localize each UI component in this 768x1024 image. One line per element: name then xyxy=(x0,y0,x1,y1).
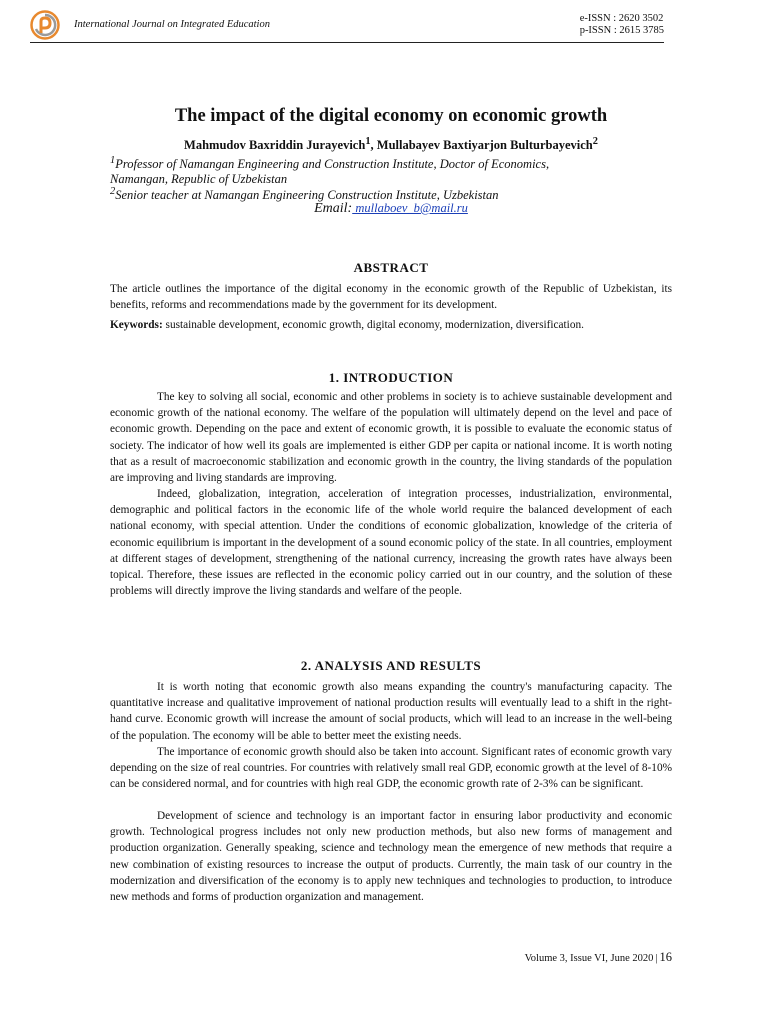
analysis-paragraph-2: The importance of economic growth should also be taken into account. Significant rates of economic growth vary depending on the size of real countries. For countries with relatively small real GDP, economic growth at the level of 8-10% can be considered normal, and for countries with high real GDP, the economic growth rate of 2-3% can be significant. xyxy=(110,746,672,791)
affiliation-1-line-1: Professor of Namangan Engineering and Construction Institute, Doctor of Economics, xyxy=(115,157,550,172)
author-2: Mullabayev Baxtiyarjon Bulturbayevich xyxy=(376,138,593,153)
abstract-text: The article outlines the importance of the digital economy in the economic growth of the Republic of Uzbekistan, its benefits, reforms and recommendations made by the government for its development. xyxy=(110,283,672,312)
header-rule xyxy=(30,42,664,43)
introduction-paragraph-1: The key to solving all social, economic and other problems in society is to achieve sustainable development and economic growth of the national economy. The welfare of the population will ultimately depend on the level and pace of economic growth. Depending on the pace and extent of economic growth, it is possible to evaluate the economic status of society. The indicator of how well its goals are implemented is either GDP per capita or national income. It is worth noting that as a result of macroeconomic stabilization and economic growth in the country, the living standards of the population are improving and living standards are improving. xyxy=(110,391,672,485)
keywords-text: sustainable development, economic growth, digital economy, modernization, diversification. xyxy=(162,319,584,331)
email-line xyxy=(0,201,768,217)
analysis-heading: 2. ANALYSIS AND RESULTS xyxy=(300,658,482,673)
abstract-heading: ABSTRACT xyxy=(353,260,429,275)
introduction-paragraph-2: Indeed, globalization, integration, acceleration of integration processes, industrialization, environmental, demographic and political factors in the economic life of the whole world require the balanced development of each national economy, with special attention. Under the conditions of economic globalization, knowledge of the criteria of economic equilibrium is important in the development of a sound economic policy of the state. In all countries, employment at different stages of development, strengthening of the national currency, increasing the growth rates have always been topical. Therefore, these issues are reflected in the economic policy carried out in our country, and the solution of these problems will directly improve the living standards and welfare of the people. xyxy=(110,488,672,598)
eissn: e-ISSN : 2620 3502 xyxy=(579,13,664,24)
footer-separator: | xyxy=(655,953,658,964)
page-footer xyxy=(525,950,672,965)
pissn: p-ISSN : 2615 3785 xyxy=(579,25,664,36)
page-number: 16 xyxy=(659,950,672,964)
journal-name: International Journal on Integrated Education xyxy=(74,19,270,30)
author-1: Mahmudov Baxriddin Jurayevich xyxy=(184,138,366,153)
paper-title: The impact of the digital economy on economic growth xyxy=(174,106,608,126)
affiliation-1-line-2: Namangan, Republic of Uzbekistan xyxy=(110,172,288,187)
email-label: Email: xyxy=(314,201,353,216)
keywords-label: Keywords: xyxy=(110,319,163,331)
affiliation-1-sup: 1 xyxy=(110,155,116,166)
keywords xyxy=(110,317,672,333)
author-1-sup: 1 xyxy=(365,136,371,147)
author-2-sup: 2 xyxy=(592,136,598,147)
analysis-paragraph-1: It is worth noting that economic growth also means expanding the country's manufacturing capacity. The quantitative increase and qualitative improvement of national production results will eventually lead to a shift in the right-hand curve. Economic growth will increase the amount of social products, which will lead to an increase in the well-being of the population. The economy will be able to better meet the existing needs. xyxy=(110,681,672,742)
authors-line xyxy=(0,136,768,153)
issn-block xyxy=(580,13,664,37)
footer-volume: Volume 3, Issue VI, June 2020 xyxy=(524,953,654,964)
page-header xyxy=(30,10,664,40)
affiliation-2-sup: 2 xyxy=(110,186,116,197)
affiliation-1 xyxy=(110,153,670,187)
affiliation-2-text: Senior teacher at Namangan Engineering Construction Institute, Uzbekistan xyxy=(115,188,499,203)
analysis-paragraph-3: Development of science and technology is an important factor in ensuring labor productivity and economic growth. Technological progress includes not only new production methods, but also new forms of management and production organization. Generally speaking, science and technology mean the emergence of new methods that require a new combination of existing resources to increase the output of products. Currently, the main task of our country in the modernization and diversification of the economy is to apply new techniques and technologies to production, to introduce new methods and forms of production organization and management. xyxy=(110,810,672,904)
email-link[interactable]: mullaboev_b@mail.ru xyxy=(352,201,468,215)
introduction-heading: 1. INTRODUCTION xyxy=(328,370,454,385)
journal-logo-icon xyxy=(30,10,60,40)
author-separator: , xyxy=(370,138,377,153)
